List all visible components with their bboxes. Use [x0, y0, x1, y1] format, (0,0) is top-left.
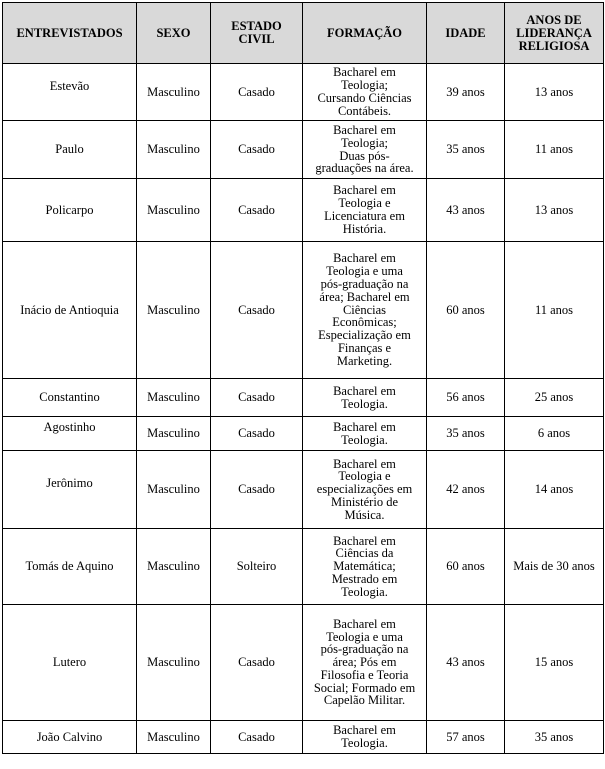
formacao-line: Teologia e uma — [326, 629, 403, 644]
formacao-cell — [303, 451, 427, 529]
formacao-line: Teologia e — [338, 196, 391, 211]
idade-cell: 42 anos — [427, 451, 505, 529]
sexo-cell: Masculino — [137, 379, 211, 417]
formacao-line: área; Pós em — [332, 655, 397, 670]
formacao-line: Bacharel em — [333, 723, 396, 738]
entrevistado-cell — [3, 242, 137, 379]
entrevistado-name: Jerônimo — [46, 476, 93, 490]
idade-cell: 57 anos — [427, 721, 505, 754]
formacao-line: especializações em — [316, 482, 413, 497]
formacao-line: Teologia e — [338, 469, 391, 484]
estado-civil-cell: Casado — [211, 417, 303, 451]
formacao-line: Filosofia e Teoria — [320, 667, 409, 682]
table-row — [3, 179, 604, 242]
formacao-line: pós-graduação na — [320, 642, 409, 657]
entrevistado-name: Agostinho — [43, 420, 96, 434]
anos-lideranca-cell: 13 anos — [505, 179, 604, 242]
formacao-cell — [303, 721, 427, 754]
entrevistado-cell — [3, 721, 137, 754]
anos-lideranca-cell: 35 anos — [505, 721, 604, 754]
anos-lideranca-cell: 11 anos — [505, 121, 604, 179]
anos-lideranca-cell: 11 anos — [505, 242, 604, 379]
table-row — [3, 605, 604, 721]
estado-civil-cell: Casado — [211, 451, 303, 529]
formacao-line: Duas pós- — [339, 148, 390, 163]
formacao-line: Especialização em — [318, 328, 411, 343]
sexo-cell: Masculino — [137, 721, 211, 754]
estado-civil-cell: Casado — [211, 242, 303, 379]
formacao-line: Bacharel em — [333, 419, 396, 434]
entrevistado-cell — [3, 417, 137, 451]
entrevistado-name: Tomás de Aquino — [25, 559, 114, 573]
header-sexo: SEXO — [137, 3, 211, 64]
header-idade: IDADE — [427, 3, 505, 64]
idade-cell: 43 anos — [427, 179, 505, 242]
formacao-line: graduações na área. — [315, 161, 414, 176]
formacao-line: Bacharel em — [333, 122, 396, 137]
formacao-line: Capelão Militar. — [323, 693, 406, 708]
entrevistado-name: Estevão — [49, 78, 90, 93]
formacao-line: Ciências da — [335, 546, 394, 561]
formacao-cell — [303, 605, 427, 721]
formacao-line: Teologia; — [340, 78, 389, 93]
header-row — [3, 3, 604, 64]
idade-cell: 60 anos — [427, 242, 505, 379]
idade-cell: 60 anos — [427, 529, 505, 605]
idade-cell: 43 anos — [427, 605, 505, 721]
formacao-cell — [303, 529, 427, 605]
formacao-cell — [303, 179, 427, 242]
anos-lideranca-cell: 13 anos — [505, 64, 604, 121]
table-row — [3, 64, 604, 121]
formacao-cell — [303, 379, 427, 417]
formacao-cell — [303, 121, 427, 179]
formacao-line: Social; Formado em — [313, 680, 416, 695]
formacao-line: Teologia; — [340, 135, 389, 150]
entrevistado-cell — [3, 64, 137, 121]
entrevistado-cell — [3, 529, 137, 605]
formacao-line: Marketing. — [336, 353, 393, 368]
formacao-line: Ministério de — [330, 494, 398, 509]
formacao-line: Teologia. — [341, 396, 388, 411]
entrevistado-cell — [3, 379, 137, 417]
estado-civil-cell: Casado — [211, 379, 303, 417]
entrevistado-cell — [3, 451, 137, 529]
sexo-cell: Masculino — [137, 451, 211, 529]
formacao-line: Bacharel em — [333, 65, 396, 80]
formacao-line: Teologia. — [341, 432, 388, 447]
estado-civil-cell: Casado — [211, 121, 303, 179]
formacao-line: Ciências — [342, 302, 387, 317]
estado-civil-cell: Casado — [211, 605, 303, 721]
sexo-cell: Masculino — [137, 64, 211, 121]
formacao-line: Licenciatura em — [324, 209, 405, 223]
header-anos-lideranca: ANOS DE LIDERANÇA RELIGIOSA — [505, 3, 604, 64]
estado-civil-cell: Casado — [211, 64, 303, 121]
entrevistado-name: João Calvino — [36, 729, 103, 744]
sexo-cell: Masculino — [137, 179, 211, 242]
formacao-line: Teologia. — [341, 736, 388, 750]
estado-civil-cell: Solteiro — [211, 529, 303, 605]
formacao-cell — [303, 64, 427, 121]
formacao-line: Finanças e — [337, 340, 392, 355]
table-row — [3, 451, 604, 529]
formacao-line: Econômicas; — [332, 315, 397, 330]
idade-cell: 39 anos — [427, 64, 505, 121]
idade-cell: 35 anos — [427, 417, 505, 451]
formacao-line: Cursando Ciências — [317, 91, 412, 105]
entrevistado-cell — [3, 121, 137, 179]
sexo-cell: Masculino — [137, 529, 211, 605]
anos-lideranca-cell: 14 anos — [505, 451, 604, 529]
formacao-line: Bacharel em — [333, 183, 396, 198]
entrevistado-name: Policarpo — [45, 202, 94, 217]
anos-lideranca-cell: 25 anos — [505, 379, 604, 417]
table-row — [3, 721, 604, 754]
formacao-line: pós-graduação na — [320, 277, 409, 291]
entrevistado-name: Inácio de Antioquia — [20, 302, 119, 317]
formacao-line: Teologia e uma — [326, 264, 403, 279]
formacao-line: Bacharel em — [333, 456, 396, 471]
table-header — [3, 3, 604, 64]
interviewees-table — [2, 2, 604, 754]
formacao-line: Matemática; — [333, 559, 396, 574]
entrevistado-name: Paulo — [55, 142, 84, 156]
entrevistado-name: Lutero — [52, 655, 87, 669]
formacao-line: Bacharel em — [333, 533, 396, 548]
entrevistado-name: Constantino — [39, 390, 100, 404]
formacao-line: área; Bacharel em — [319, 289, 410, 304]
idade-cell: 56 anos — [427, 379, 505, 417]
sexo-cell: Masculino — [137, 417, 211, 451]
sexo-cell: Masculino — [137, 242, 211, 379]
estado-civil-cell: Casado — [211, 179, 303, 242]
formacao-line: Mestrado em — [331, 571, 398, 586]
table-row — [3, 242, 604, 379]
entrevistado-cell — [3, 179, 137, 242]
formacao-cell — [303, 242, 427, 379]
header-estado-civil: ESTADO CIVIL — [211, 3, 303, 64]
entrevistado-cell — [3, 605, 137, 721]
header-entrevistados: ENTREVISTADOS — [3, 3, 137, 64]
formacao-line: Bacharel em — [333, 616, 396, 631]
table-row — [3, 417, 604, 451]
anos-lideranca-cell: 15 anos — [505, 605, 604, 721]
table-row — [3, 529, 604, 605]
formacao-cell — [303, 417, 427, 451]
anos-lideranca-cell: Mais de 30 anos — [505, 529, 604, 605]
formacao-line: Bacharel em — [333, 251, 396, 266]
sexo-cell: Masculino — [137, 605, 211, 721]
formacao-line: Música. — [344, 507, 385, 522]
formacao-line: Contábeis. — [337, 103, 392, 118]
table-row — [3, 379, 604, 417]
estado-civil-cell: Casado — [211, 721, 303, 754]
header-formacao: FORMAÇÃO — [303, 3, 427, 64]
table-body — [3, 64, 604, 754]
formacao-line: História. — [342, 221, 387, 236]
idade-cell: 35 anos — [427, 121, 505, 179]
formacao-line: Bacharel em — [333, 383, 396, 398]
table-row — [3, 121, 604, 179]
formacao-line: Teologia. — [341, 584, 388, 599]
anos-lideranca-cell: 6 anos — [505, 417, 604, 451]
sexo-cell: Masculino — [137, 121, 211, 179]
